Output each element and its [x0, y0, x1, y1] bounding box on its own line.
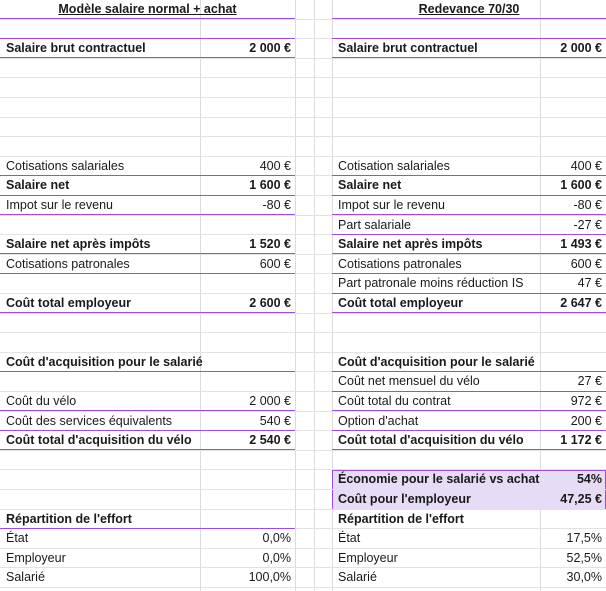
row-label[interactable]: Coût total d'acquisition du vélo [6, 433, 192, 448]
highlight-value[interactable]: 54% [576, 472, 602, 487]
row-label[interactable]: Coût net mensuel du vélo [338, 374, 480, 389]
table-row [0, 59, 606, 79]
row-label[interactable]: Option d'achat [338, 413, 419, 428]
row-value[interactable]: 1 600 € [249, 178, 291, 193]
table-row [0, 137, 606, 157]
section-heading: Répartition de l'effort [6, 511, 132, 526]
row-separator-line [332, 195, 606, 196]
row-separator-line [0, 371, 295, 372]
row-separator-line [332, 214, 606, 215]
row-separator-line [0, 175, 295, 176]
row-separator-line [332, 430, 606, 431]
row-value[interactable]: 0,0% [262, 531, 291, 546]
row-label[interactable]: Cotisations salariales [6, 158, 125, 173]
row-separator-line [0, 430, 295, 431]
row-value[interactable]: 30,0% [566, 570, 602, 585]
row-value[interactable] [200, 274, 295, 294]
row-value[interactable]: 400 € [259, 158, 291, 173]
row-value[interactable]: 1 172 € [560, 433, 602, 448]
table-row [0, 372, 606, 392]
row-label[interactable]: Salarié [6, 570, 45, 585]
row-label[interactable]: Cotisation salariales [338, 158, 450, 173]
section-heading: Coût d'acquisition pour le salarié [338, 354, 535, 369]
row-separator-line [0, 195, 295, 196]
row-label[interactable]: Coût du vélo [6, 394, 77, 408]
row-separator-line [0, 312, 295, 313]
row-separator-line [332, 371, 606, 372]
table-row [0, 216, 606, 236]
row-value[interactable]: 2 000 € [249, 394, 291, 408]
row-value[interactable]: 27 € [577, 374, 602, 389]
section-heading: Répartition de l'effort [338, 511, 464, 526]
row-label[interactable]: Salarié [338, 570, 377, 585]
row-label[interactable]: Employeur [6, 550, 66, 565]
row-separator-line [332, 175, 606, 176]
row-separator-line [0, 528, 295, 529]
row-value[interactable]: 200 € [570, 413, 602, 428]
table-row [0, 412, 606, 432]
row-label[interactable]: État [338, 531, 361, 546]
row-value[interactable]: 2 600 € [249, 296, 291, 310]
row-value[interactable]: 47 € [577, 276, 602, 291]
table-row [0, 294, 606, 314]
row-value[interactable]: 17,5% [566, 531, 602, 546]
row-label[interactable]: Impot sur le revenu [338, 198, 445, 212]
row-value[interactable]: 100,0% [248, 570, 291, 585]
row-label[interactable]: Salaire net [6, 178, 70, 193]
row-separator-line [0, 38, 295, 39]
row-separator-line [332, 449, 606, 450]
row-value[interactable]: -80 € [573, 198, 602, 212]
table-row [0, 568, 606, 588]
row-value[interactable] [200, 216, 295, 236]
row-value[interactable]: 2 540 € [249, 433, 291, 448]
row-value[interactable] [200, 372, 295, 392]
row-separator-line [0, 18, 295, 19]
row-separator-line [332, 253, 606, 254]
row-value[interactable]: -27 € [573, 217, 602, 232]
row-label[interactable]: Employeur [338, 550, 398, 565]
row-value[interactable]: 2 000 € [560, 41, 602, 56]
row-value[interactable]: 2 647 € [560, 296, 602, 310]
section-heading: Coût d'acquisition pour le salarié [6, 354, 203, 369]
row-separator-line [0, 253, 295, 254]
row-separator-line [332, 410, 606, 411]
highlight-value[interactable]: 47,25 € [560, 492, 602, 506]
table-row [0, 529, 606, 549]
highlight-label[interactable]: Coût pour l'employeur [338, 492, 471, 506]
row-label[interactable] [0, 216, 200, 236]
table-row [0, 333, 606, 353]
row-label[interactable]: Coût des services équivalents [6, 413, 173, 428]
row-label[interactable]: Part patronale moins réduction IS [338, 276, 524, 291]
row-label[interactable]: Coût total employeur [6, 296, 132, 310]
table-row [0, 314, 606, 334]
row-value[interactable]: 1 600 € [560, 178, 602, 193]
row-separator-line [332, 38, 606, 39]
row-value[interactable]: 400 € [570, 158, 602, 173]
highlight-label[interactable]: Économie pour le salarié vs achat [338, 472, 540, 487]
row-value[interactable]: 600 € [570, 256, 602, 271]
row-label[interactable]: Salaire net après impôts [6, 237, 151, 252]
table-row [0, 255, 606, 275]
section-title: Redevance 70/30 [418, 2, 520, 16]
row-value[interactable]: 52,5% [566, 550, 602, 565]
row-separator-line [332, 312, 606, 313]
row-label[interactable]: Impot sur le revenu [6, 198, 113, 212]
row-separator-line [0, 449, 295, 450]
row-separator-line [332, 273, 606, 274]
table-row [0, 176, 606, 196]
row-label[interactable]: Coût total d'acquisition du vélo [338, 433, 524, 448]
table-row [0, 274, 606, 294]
row-separator-line [332, 293, 606, 294]
section-title: Modèle salaire normal + achat [58, 2, 237, 16]
row-label[interactable]: Salaire brut contractuel [6, 41, 146, 56]
row-separator-line [0, 57, 295, 58]
table-row [0, 431, 606, 451]
row-value[interactable]: 1 493 € [560, 237, 602, 252]
row-value[interactable]: 972 € [570, 394, 602, 408]
table-row [0, 470, 606, 490]
row-separator-line [332, 391, 606, 392]
row-label[interactable]: Salaire net [338, 178, 402, 193]
row-label[interactable]: Coût total employeur [338, 296, 464, 310]
table-row [0, 196, 606, 216]
row-value[interactable]: 1 520 € [249, 237, 291, 252]
table-row [0, 39, 606, 59]
row-value[interactable]: 2 000 € [249, 41, 291, 56]
row-label[interactable]: Cotisations patronales [338, 256, 462, 271]
row-label[interactable] [0, 274, 200, 294]
row-label[interactable]: Coût total du contrat [338, 394, 451, 408]
row-separator-line [332, 234, 606, 235]
row-separator-line [332, 57, 606, 58]
row-separator-line [0, 410, 295, 411]
row-value[interactable]: 0,0% [262, 550, 291, 565]
row-value[interactable]: 600 € [259, 256, 291, 271]
row-separator-line [332, 18, 606, 19]
row-label[interactable]: Salaire brut contractuel [338, 41, 478, 56]
row-label[interactable]: Salaire net après impôts [338, 237, 483, 252]
table-row [0, 78, 606, 98]
table-row [0, 20, 606, 40]
row-value[interactable]: -80 € [262, 198, 291, 212]
table-row [0, 392, 606, 412]
table-row [0, 451, 606, 471]
table-row [0, 510, 606, 530]
table-row [0, 98, 606, 118]
row-label[interactable] [0, 372, 200, 392]
row-separator-line [0, 273, 295, 274]
table-row [0, 157, 606, 177]
table-row [0, 118, 606, 138]
row-label[interactable]: Cotisations patronales [6, 256, 130, 271]
table-row [0, 353, 606, 373]
table-row [0, 490, 606, 510]
row-value[interactable]: 540 € [259, 413, 291, 428]
row-separator-line [0, 214, 295, 215]
row-label[interactable]: Part salariale [338, 217, 411, 232]
table-row [0, 235, 606, 255]
row-label[interactable]: État [6, 531, 29, 546]
table-row [0, 549, 606, 569]
table-row [0, 0, 606, 20]
